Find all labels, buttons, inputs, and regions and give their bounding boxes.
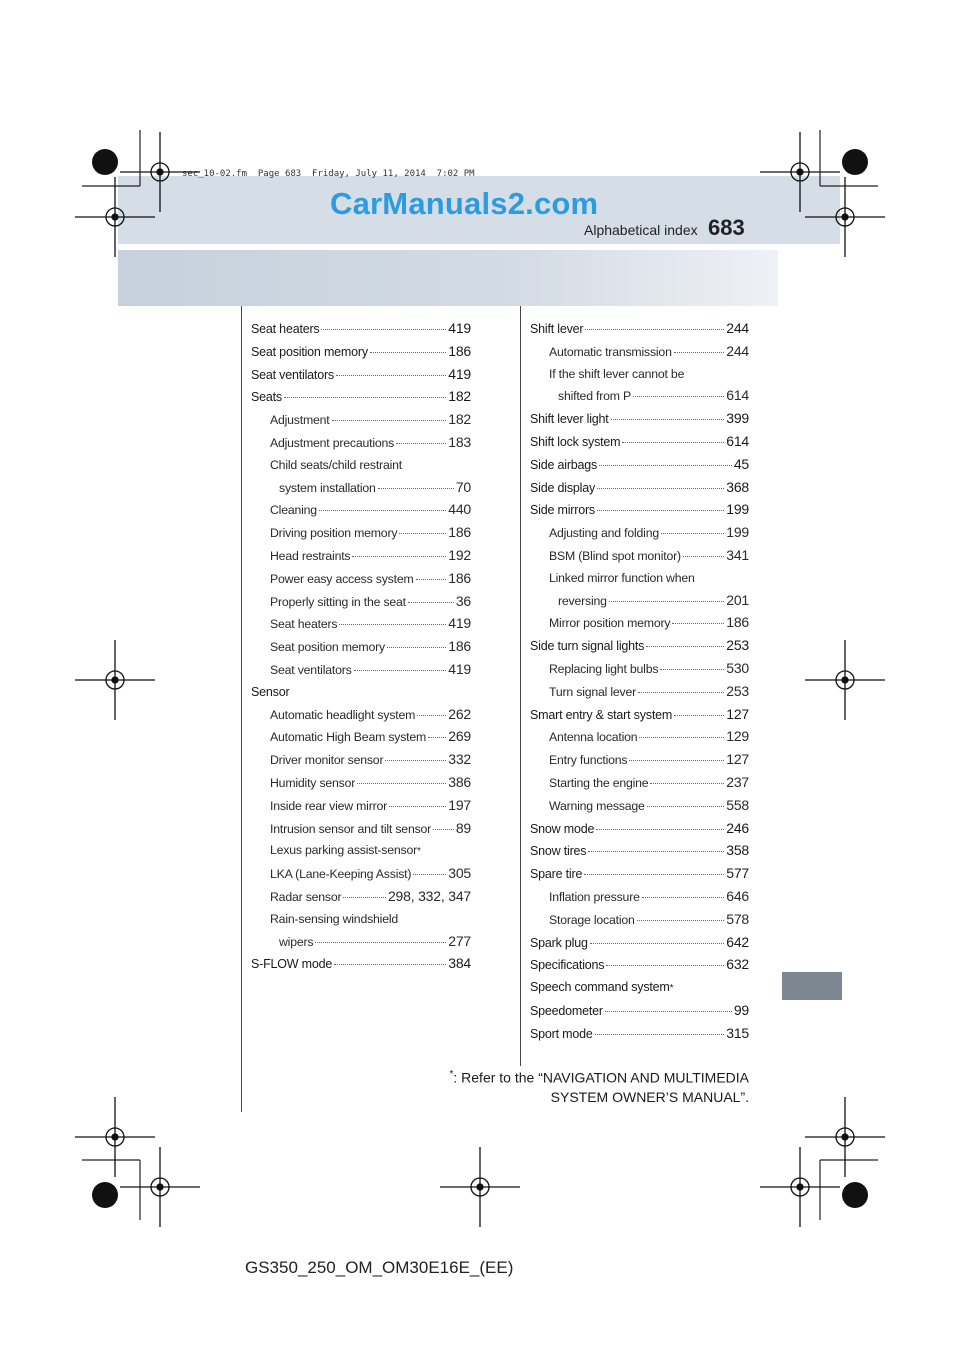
index-entry-page[interactable]: 269 — [448, 728, 471, 745]
index-entry-text: Driver monitor sensor — [270, 753, 384, 768]
index-entry-text: Seats — [251, 390, 282, 405]
index-entry-page[interactable]: 419 — [448, 365, 471, 382]
leader-dots — [606, 965, 724, 966]
leader-dots — [584, 874, 724, 875]
index-entry-text: Spark plug — [530, 935, 588, 950]
index-entry-text: Antenna location — [549, 730, 638, 745]
index-entry-page[interactable]: 341 — [726, 546, 749, 563]
leader-dots — [590, 943, 724, 944]
index-entry-page[interactable]: 183 — [448, 433, 471, 450]
index-entry-page[interactable]: 186 — [448, 524, 471, 541]
leader-dots — [650, 783, 724, 784]
index-entry-page[interactable]: 399 — [726, 410, 749, 427]
index-entry-page[interactable]: 646 — [726, 887, 749, 904]
index-entry — [530, 590, 749, 613]
index-entry-page[interactable]: 244 — [726, 342, 749, 359]
leader-dots — [339, 624, 446, 625]
index-entry — [251, 818, 471, 841]
index-entry-text: Storage location — [549, 912, 635, 927]
index-entry-text: Seat position memory — [251, 344, 368, 359]
index-entry-text: Snow mode — [530, 821, 595, 836]
index-entry-page[interactable]: 246 — [726, 819, 749, 836]
index-entry-page[interactable]: 419 — [448, 615, 471, 632]
index-entry-text: Side mirrors — [530, 503, 595, 518]
index-entry-text: Inside rear view mirror — [270, 798, 388, 813]
leader-dots — [321, 329, 446, 330]
index-entry-page[interactable]: 199 — [726, 501, 749, 518]
index-entry-page[interactable]: 45 — [733, 455, 749, 472]
index-entry-page[interactable]: 127 — [726, 705, 749, 722]
index-entry — [251, 886, 471, 909]
index-entry-page[interactable]: 614 — [726, 387, 749, 404]
index-entry — [530, 477, 749, 500]
index-entry — [251, 704, 471, 727]
index-entry — [251, 409, 471, 432]
index-entry-text: Seat heaters — [251, 322, 320, 336]
leader-dots — [352, 556, 446, 557]
index-entry — [251, 726, 471, 749]
leader-dots — [596, 829, 724, 830]
index-entry-text: Automatic transmission — [549, 344, 672, 359]
index-entry-page[interactable]: 332 — [448, 751, 471, 768]
index-entry — [251, 477, 471, 500]
index-entry — [530, 772, 749, 795]
index-entry-text: Turn signal lever — [549, 684, 637, 699]
leader-dots — [646, 646, 724, 647]
index-entry — [251, 659, 471, 682]
index-entry-page[interactable]: 384 — [448, 955, 471, 972]
index-entry-text: Lexus parking assist-sensor — [270, 843, 418, 858]
index-entry-page[interactable]: 632 — [726, 956, 749, 973]
index-entry — [530, 612, 749, 635]
index-entry — [251, 840, 471, 863]
index-entry-text: Automatic High Beam system — [270, 730, 427, 745]
index-entry-text: LKA (Lane-Keeping Assist) — [270, 867, 412, 882]
leader-dots — [332, 420, 447, 421]
index-entry — [530, 341, 749, 364]
index-entry-page[interactable]: 186 — [448, 342, 471, 359]
index-entry — [530, 385, 749, 408]
index-entry — [530, 1000, 749, 1023]
index-entry-text: Seat heaters — [270, 617, 338, 632]
section-tab — [782, 972, 842, 1000]
index-entry — [251, 545, 471, 568]
index-entry — [530, 932, 749, 955]
index-entry-text: Shift lever light — [530, 412, 609, 427]
index-entry — [530, 977, 749, 1000]
index-entry — [251, 568, 471, 591]
index-entry — [530, 909, 749, 932]
leader-dots — [334, 964, 446, 965]
leader-dots — [597, 488, 724, 489]
index-entry-page[interactable]: 558 — [726, 796, 749, 813]
leader-dots — [609, 601, 724, 602]
index-entry-page[interactable]: 244 — [726, 320, 749, 336]
leader-dots — [417, 715, 446, 716]
footnote-marker: * — [669, 983, 674, 995]
column-divider-line — [520, 306, 521, 1066]
index-entry — [530, 840, 749, 863]
leader-dots — [633, 396, 724, 397]
index-entry-text: Mirror position memory — [549, 616, 671, 631]
index-entry-page[interactable]: 36 — [455, 592, 471, 609]
index-entry — [251, 636, 471, 659]
leader-dots — [385, 760, 446, 761]
index-entry — [251, 682, 471, 704]
index-column-right — [530, 318, 749, 1046]
index-entry-page[interactable]: 199 — [726, 524, 749, 541]
index-entry-text: Sport mode — [530, 1026, 593, 1041]
index-entry-page[interactable]: 577 — [726, 865, 749, 882]
index-entry-page[interactable]: 386 — [448, 773, 471, 790]
watermark[interactable]: CarManuals2.com — [330, 186, 599, 221]
index-entry-text: Specifications — [530, 958, 605, 973]
index-entry-text: Seat position memory — [270, 640, 385, 655]
leader-dots — [315, 942, 446, 943]
index-entry-text: Snow tires — [530, 844, 587, 859]
leader-dots — [399, 533, 446, 534]
index-entry — [530, 726, 749, 749]
index-entry-text: Warning message — [549, 798, 645, 813]
index-entry-text: BSM (Blind spot monitor) — [549, 548, 681, 563]
index-entry — [530, 431, 749, 454]
index-entry-text: Shift lock system — [530, 434, 621, 449]
index-entry-text: Smart entry & start system — [530, 707, 673, 722]
leader-dots — [597, 510, 724, 511]
leader-dots — [336, 375, 446, 376]
index-entry — [530, 886, 749, 909]
index-entry-text: Head restraints — [270, 548, 351, 563]
index-entry-text: Seat ventilators — [270, 662, 352, 677]
index-entry — [251, 749, 471, 772]
leader-dots — [433, 829, 454, 830]
index-entry — [530, 499, 749, 522]
index-entry-page[interactable]: 440 — [448, 501, 471, 518]
index-entry — [251, 364, 471, 387]
index-entry — [530, 318, 749, 341]
index-entry-page[interactable]: 192 — [448, 546, 471, 563]
leader-dots — [357, 783, 446, 784]
index-entry-page[interactable]: 298, 332, 347 — [387, 887, 471, 904]
index-entry-text: Child seats/child restraint — [270, 457, 402, 472]
index-entry — [251, 795, 471, 818]
leader-dots — [387, 647, 446, 648]
index-entry-text: shifted from P — [558, 389, 632, 404]
index-entry-page[interactable]: 358 — [726, 842, 749, 859]
index-entry — [251, 772, 471, 795]
index-entry — [530, 658, 749, 681]
leader-dots — [595, 1034, 725, 1035]
index-entry-text: Speech command system — [530, 980, 670, 995]
index-entry — [530, 795, 749, 818]
footnote-line-1: *: Refer to the “NAVIGATION AND MULTIMEDIA — [449, 1069, 749, 1086]
index-entry-page[interactable]: 368 — [726, 478, 749, 495]
index-entry-page[interactable]: 182 — [448, 388, 471, 405]
leader-dots — [638, 692, 724, 693]
index-entry — [251, 318, 471, 341]
index-entry — [251, 909, 471, 931]
leader-dots — [428, 737, 446, 738]
index-entry — [251, 455, 471, 477]
index-entry-text: Adjustment precautions — [270, 435, 395, 450]
index-entry — [530, 863, 749, 886]
index-entry-text: Radar sensor — [270, 889, 342, 904]
index-entry — [251, 953, 471, 976]
index-entry-page[interactable]: 642 — [726, 933, 749, 950]
index-entry-page[interactable]: 315 — [726, 1024, 749, 1041]
index-entry-page[interactable]: 89 — [455, 819, 471, 836]
leader-dots — [396, 443, 446, 444]
index-entry-text: Humidity sensor — [270, 775, 356, 790]
leader-dots — [389, 806, 446, 807]
index-entry-page[interactable]: 253 — [726, 682, 749, 699]
index-entry-page[interactable]: 578 — [726, 910, 749, 927]
index-entry-text: Rain-sensing windshield — [270, 911, 399, 926]
leader-dots — [674, 715, 724, 716]
leader-dots — [588, 851, 724, 852]
leader-dots — [378, 488, 454, 489]
index-entry — [530, 454, 749, 477]
leader-dots — [637, 920, 725, 921]
index-entry — [251, 341, 471, 364]
index-entry-page[interactable]: 305 — [448, 865, 471, 882]
index-column-left — [251, 318, 471, 976]
leader-dots — [674, 352, 725, 353]
leader-dots — [284, 397, 446, 398]
index-entry-text: Cleaning — [270, 503, 317, 518]
doc-code: GS350_250_OM_OM30E16E_(EE) — [245, 1258, 514, 1277]
index-entry-page[interactable]: 197 — [448, 796, 471, 813]
index-entry — [251, 591, 471, 614]
index-entry-text: Starting the engine — [549, 775, 649, 790]
index-entry — [530, 1023, 749, 1046]
index-entry-page[interactable]: 186 — [448, 638, 471, 655]
leader-dots — [413, 874, 446, 875]
index-entry-text: wipers — [279, 934, 314, 949]
index-entry — [530, 545, 749, 568]
index-entry-page[interactable]: 127 — [726, 751, 749, 768]
index-entry-page[interactable]: 201 — [726, 591, 749, 608]
leader-dots — [661, 533, 724, 534]
file-info: sec_10-02.fm Page 683 Friday, July 11, 2014 7:02 PM — [182, 169, 475, 179]
index-entry — [251, 386, 471, 409]
index-entry-text: If the shift lever cannot be — [549, 366, 685, 381]
index-entry — [530, 749, 749, 772]
footnote-star: * — [449, 1069, 454, 1080]
index-entry-page[interactable]: 129 — [726, 728, 749, 745]
index-entry-page[interactable]: 419 — [448, 660, 471, 677]
index-entry-page[interactable]: 262 — [448, 705, 471, 722]
index-entry-text: Side turn signal lights — [530, 639, 645, 654]
index-entry — [530, 704, 749, 727]
index-entry — [530, 635, 749, 658]
index-entry — [251, 863, 471, 886]
index-entry-text: S-FLOW mode — [251, 957, 333, 972]
leader-dots — [599, 465, 732, 466]
index-entry — [251, 432, 471, 455]
page-number: 683 — [708, 215, 745, 240]
index-entry-text: Entry functions — [549, 753, 628, 768]
index-entry-page[interactable]: 419 — [448, 320, 471, 336]
leader-dots — [354, 670, 447, 671]
leader-dots — [408, 602, 454, 603]
index-entry — [251, 499, 471, 522]
index-entry — [530, 681, 749, 704]
index-entry — [530, 408, 749, 431]
index-entry-text: Automatic headlight system — [270, 707, 416, 722]
index-entry-page[interactable]: 70 — [455, 478, 471, 495]
index-entry-text: Adjustment — [270, 413, 330, 428]
footnote-line-2: SYSTEM OWNER’S MANUAL”. — [550, 1089, 749, 1105]
leader-dots — [319, 510, 446, 511]
footnote-marker: * — [417, 846, 421, 858]
index-entry — [530, 522, 749, 545]
leader-dots — [611, 419, 725, 420]
index-entry-text: Adjusting and folding — [549, 526, 659, 541]
leader-dots — [629, 760, 724, 761]
index-entry-text: Seat ventilators — [251, 367, 334, 382]
leader-dots — [585, 329, 724, 330]
header-subband — [118, 250, 778, 306]
index-entry-text: Side display — [530, 480, 596, 495]
leader-dots — [343, 897, 386, 898]
leader-dots — [660, 669, 724, 670]
index-entry-page[interactable]: 237 — [726, 773, 749, 790]
index-entry-text: Properly sitting in the seat — [270, 594, 406, 609]
index-entry-page[interactable]: 182 — [448, 411, 471, 428]
leader-dots — [605, 1011, 732, 1012]
leader-dots — [622, 442, 724, 443]
index-entry-page[interactable]: 277 — [448, 932, 471, 949]
index-entry-text: system installation — [279, 480, 376, 495]
index-entry — [251, 522, 471, 545]
index-entry-page[interactable]: 186 — [448, 569, 471, 586]
index-entry — [530, 818, 749, 841]
index-entry-text: Linked mirror function when — [549, 570, 695, 585]
leader-dots — [370, 352, 446, 353]
index-entry — [251, 931, 471, 954]
index-entry-page[interactable]: 186 — [726, 614, 749, 631]
left-margin-line — [241, 306, 242, 1112]
index-entry — [530, 364, 749, 386]
index-entry-page[interactable]: 614 — [726, 432, 749, 449]
index-entry-text: Sensor — [251, 684, 290, 699]
index-entry-text: Spare tire — [530, 867, 583, 882]
leader-dots — [647, 806, 725, 807]
index-entry-text: Side airbags — [530, 457, 598, 472]
leader-dots — [683, 556, 724, 557]
index-entry-page[interactable]: 253 — [726, 637, 749, 654]
section-title: Alphabetical index — [584, 222, 698, 238]
index-entry-text: Driving position memory — [270, 526, 398, 541]
leader-dots — [639, 737, 724, 738]
index-entry-text: Speedometer — [530, 1003, 603, 1018]
index-entry-text: Intrusion sensor and tilt sensor — [270, 821, 432, 836]
index-entry — [251, 613, 471, 636]
index-entry-text: Inflation pressure — [549, 889, 640, 904]
index-entry-page[interactable]: 530 — [726, 659, 749, 676]
index-entry — [530, 954, 749, 977]
leader-dots — [416, 579, 447, 580]
index-entry-text: Shift lever — [530, 322, 584, 336]
index-entry-page[interactable]: 99 — [733, 1001, 749, 1018]
index-entry-text: reversing — [558, 593, 607, 608]
leader-dots — [672, 623, 724, 624]
index-entry-text: Replacing light bulbs — [549, 661, 659, 676]
leader-dots — [642, 897, 725, 898]
index-entry — [530, 568, 749, 590]
index-entry-text: Power easy access system — [270, 571, 414, 586]
